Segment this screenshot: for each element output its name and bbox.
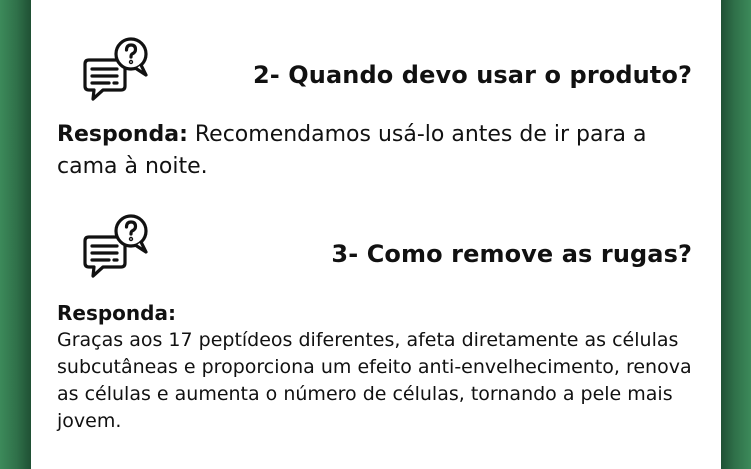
answer-paragraph <box>57 119 707 183</box>
chat-question-icon <box>79 213 151 283</box>
faq-panel <box>31 0 721 469</box>
left-green-border <box>0 0 31 469</box>
answer-text: Graças aos 17 peptídeos diferentes, afeta diretamente as células subcutâneas e proporciona um efeito anti-envelhecimento, renova as células e aumenta o número de células, tornando a pele mais jovem. <box>57 329 692 432</box>
answer-text: Recomendamos usá-lo antes de ir para a cama à noite. <box>57 122 647 179</box>
right-green-border <box>721 0 751 469</box>
question-title: 2- Quando devo usar o produto? <box>252 61 692 89</box>
question-title: 3- Como remove as rugas? <box>331 240 692 268</box>
chat-question-icon <box>79 36 151 106</box>
answer-label: Responda: <box>57 301 176 325</box>
answer-label: Responda: <box>57 122 188 147</box>
